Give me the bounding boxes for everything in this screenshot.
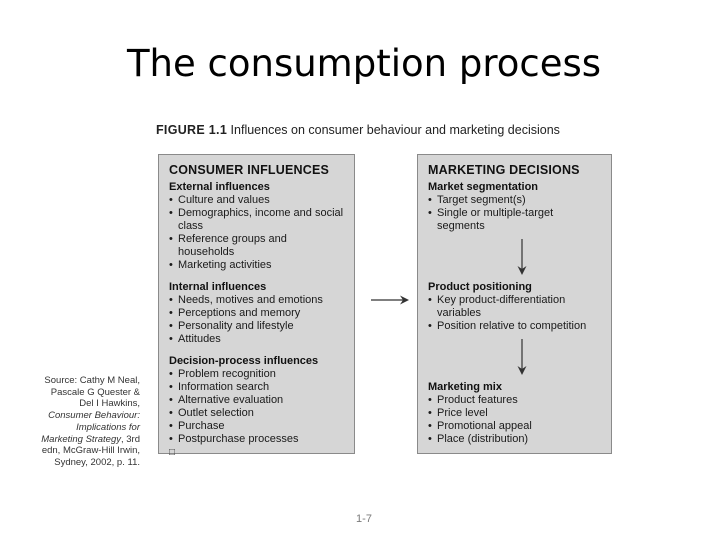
list-item: • Marketing activities — [169, 259, 344, 272]
list-item: • Culture and values — [169, 194, 344, 207]
external-influences-section — [169, 181, 344, 272]
list-item: • Attitudes — [169, 333, 344, 346]
section-title: Internal influences — [169, 281, 267, 293]
list-item: • Reference groups and households — [169, 233, 344, 259]
section-title: Decision-process influences — [169, 355, 319, 367]
marketing-mix-section — [428, 381, 601, 446]
section-title: Product positioning — [428, 281, 532, 293]
consumer-influences-heading: CONSUMER INFLUENCES — [169, 163, 330, 177]
list-item: • Information search — [169, 381, 344, 394]
marketing-decisions-panel — [417, 154, 612, 454]
bullet-list — [428, 294, 601, 333]
figure-caption — [156, 123, 560, 137]
list-item: • Place (distribution) — [428, 433, 601, 446]
bullet-list — [428, 194, 601, 233]
market-segmentation-section — [428, 181, 601, 233]
section-title: External influences — [169, 181, 270, 193]
list-item: • Promotional appeal — [428, 420, 601, 433]
bullet-list — [169, 194, 344, 272]
internal-influences-section — [169, 281, 344, 346]
list-item: • Key product-differentiation variables — [428, 294, 601, 320]
list-item: • Personality and lifestyle — [169, 320, 344, 333]
end-mark: □ — [169, 447, 176, 458]
figure-caption-text: Influences on consumer behaviour and marketing decisions — [227, 123, 560, 137]
list-item: • Purchase — [169, 420, 344, 433]
source-note — [34, 375, 140, 469]
slide-title: The consumption process — [126, 42, 602, 85]
bullet-list — [169, 294, 344, 346]
list-item: • Outlet selection — [169, 407, 344, 420]
list-item: • Alternative evaluation — [169, 394, 344, 407]
list-item: • Problem recognition — [169, 368, 344, 381]
list-item: • Price level — [428, 407, 601, 420]
list-item: • Target segment(s) — [428, 194, 601, 207]
list-item: • Perceptions and memory — [169, 307, 344, 320]
decision-process-section — [169, 355, 344, 446]
figure-label: FIGURE 1.1 — [156, 123, 228, 137]
right-arrow-icon — [371, 293, 409, 307]
section-title: Market segmentation — [428, 181, 539, 193]
list-item: • Single or multiple-target segments — [428, 207, 601, 233]
down-arrow-icon — [516, 339, 528, 375]
list-item: • Needs, motives and emotions — [169, 294, 344, 307]
source-prefix: Source: Cathy M Neal, Pascale G Quester & Del I Hawkins, — [44, 375, 140, 410]
section-title: Marketing mix — [428, 381, 502, 393]
source-suffix: , 3rd edn, McGraw-Hill Irwin, Sydney, 2002, p. 11. — [41, 433, 140, 468]
list-item: • Position relative to competition — [428, 320, 601, 333]
marketing-decisions-heading: MARKETING DECISIONS — [428, 163, 580, 177]
list-item: • Postpurchase processes — [169, 433, 344, 446]
source-work-title: Consumer Behaviour: Implications for Marketing Strategy — [41, 410, 140, 445]
list-item: • Demographics, income and social class — [169, 207, 344, 233]
bullet-list — [169, 368, 344, 446]
down-arrow — [428, 233, 601, 281]
down-arrow-icon — [516, 239, 528, 275]
list-item: • Product features — [428, 394, 601, 407]
consumer-influences-panel — [158, 154, 355, 458]
page-number: 1-7 — [356, 513, 372, 525]
down-arrow — [428, 333, 601, 381]
product-positioning-section — [428, 281, 601, 333]
bullet-list — [428, 394, 601, 446]
